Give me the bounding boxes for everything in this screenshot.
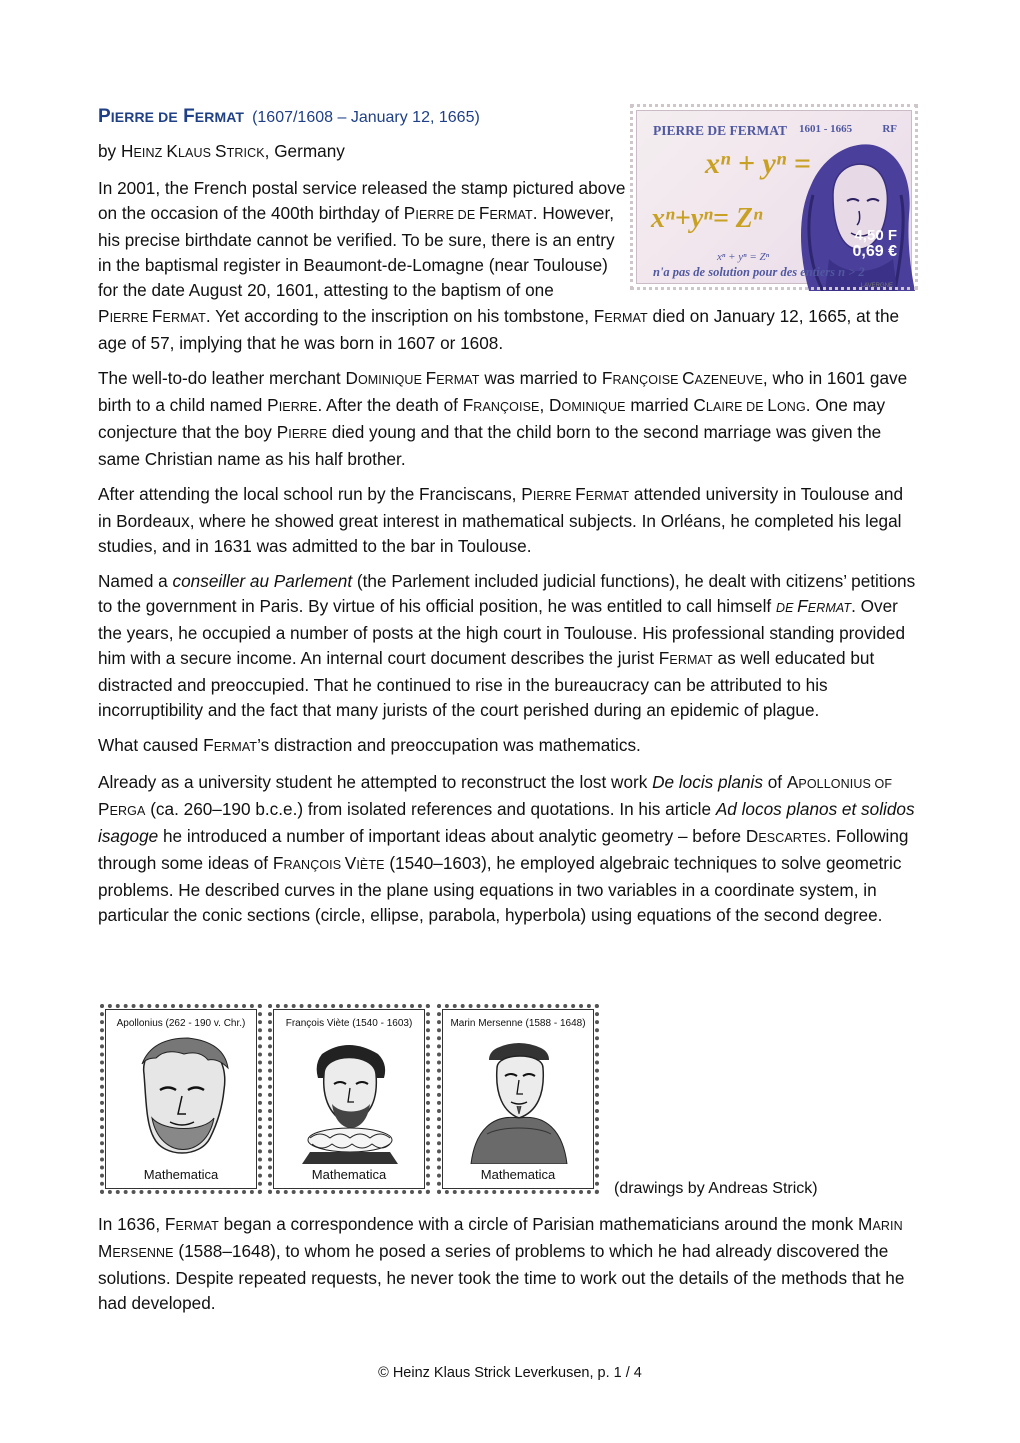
stamp-footer: Mathematica <box>311 1167 387 1182</box>
paragraph-2 <box>98 366 916 472</box>
p1-name3: FERMAT <box>593 306 648 326</box>
stamp-label: Apollonius (262 - 190 v. Chr.) <box>116 1018 246 1029</box>
p7-a: In 1636, <box>98 1214 161 1234</box>
p1-text-a: In 2001, the French postal service released the stamp pictured above on the occasion of the 400th birthday of <box>98 178 626 223</box>
stamp-title: PIERRE DE FERMAT <box>653 123 788 138</box>
paragraph-1-continued <box>98 304 916 356</box>
p6-n1: APOLLONIUS OF PERGA <box>98 772 893 819</box>
p2-b: was married to <box>484 368 598 388</box>
p4-b: (the Parlement included judicial functions), he dealt with citizens’ petitions to the government in Paris. By virtue of his official position, he was entitled to call himself <box>98 571 916 616</box>
p6-f: (1540–1603), he employed algebraic techniques to solve geometric problems. He described curves in the plane using equations in two variables in a coordinate system, in particular the conic sections (circle, ellipse, parabola, hyperbola) using equations of the second degree. <box>98 853 902 925</box>
p2-d: . After the death of <box>317 395 458 415</box>
title-name-first: PIERRE DE <box>98 106 178 127</box>
stamp-perforation <box>630 104 918 290</box>
stamp-years: 1601 - 1665 <box>799 123 853 135</box>
p4-c: . Over the years, he occupied a number of posts at the high court in Toulouse. His professional standing provided him with a secure income. An internal court document describes the jurist <box>98 596 906 668</box>
p2-c: , who in 1601 gave birth to a child named <box>98 368 908 415</box>
p7-c: (1588–1648), to whom he posed a series of problems to which he had already discovered the solutions. Despite repeated requests, he never took the time to work out the details of the methods that he had developed. <box>98 1241 905 1313</box>
viete-stamp <box>268 1004 430 1194</box>
author-last: STRICK <box>215 141 265 161</box>
p3-a: After attending the local school run by the Franciscans, <box>98 484 517 504</box>
stamp-artist: LAVERGNE <box>860 283 893 289</box>
p2-n1: DOMINIQUE FERMAT <box>345 368 480 388</box>
author-mid: KLAUS <box>166 141 212 161</box>
drawings-credit: (drawings by Andreas Strick) <box>614 1180 818 1197</box>
apollonius-stamp <box>100 1004 262 1194</box>
title-name-last: FERMAT <box>183 106 245 127</box>
stamp-price-franc: 4,50 F <box>854 227 897 244</box>
life-dates: (1607/1608 – January 12, 1665) <box>252 109 480 126</box>
p3-b: attended university in Toulouse and in Bordeaux, where he showed great interest in mathematical subjects. In Orléans, he completed his legal studies, and in 1631 was admitted to the bar in Toulouse. <box>98 484 904 556</box>
p4-a: Named a <box>98 571 168 591</box>
stamp-small-equation: xⁿ + yⁿ = Zⁿ <box>717 251 770 263</box>
paragraph-7 <box>98 1212 916 1316</box>
p2-h: died young and that the child born to the second marriage was given the same Christian name as his half brother. <box>98 422 882 469</box>
p4-d: as well educated but distracted and preoccupied. That he continued to rise in the bureaucracy can be attributed to his incorruptibility and the fact that many jurists of the court perished during an epidemic of plague. <box>98 648 875 720</box>
p6-n2: DESCARTES <box>745 826 827 846</box>
stamp-price-euro: 0,69 € <box>852 243 897 260</box>
p6-italic-2: Ad locos planos et solidos isagoge <box>98 799 915 846</box>
paragraph-1 <box>98 176 626 303</box>
mersenne-stamp <box>437 1004 599 1194</box>
p6-d: he introduced a number of important ideas about analytic geometry – before <box>163 826 742 846</box>
p2-n4: FRANÇOISE <box>462 395 540 415</box>
p4-n2: FERMAT <box>658 648 713 668</box>
p2-e: , <box>539 395 545 415</box>
p7-n1: FERMAT <box>164 1214 219 1234</box>
byline-by: by <box>98 141 117 161</box>
p1-name: PIERRE DE FERMAT <box>403 203 533 223</box>
p1-text-d: died on January 12, 1665, at the age of 57, implying that he was born in 1607 or 1608. <box>98 306 900 353</box>
p2-n2: FRANÇOISE CAZENEUVE <box>601 368 763 388</box>
p6-e: . Following through some ideas of <box>98 826 909 873</box>
p2-g: . One may conjecture that the boy <box>98 395 886 442</box>
p2-f: married <box>630 395 689 415</box>
p4-n1: DE FERMAT <box>775 596 852 616</box>
apollonius-portrait-icon <box>120 1034 242 1164</box>
p2-n3: PIERRE <box>267 395 318 415</box>
p1-text-b: . However, his precise birthdate cannot be verified. To be sure, there is an entry in the baptismal register in Beaumont-de-Lomagne (near Toulouse) for the date August 20, 1601, attesting to the baptism of one <box>98 203 615 300</box>
p6-c: (ca. 260–190 b.c.e.) from isolated references and quotations. In his article <box>150 799 712 819</box>
p4-italic: conseiller au Parlement <box>172 571 353 591</box>
p5-a: What caused <box>98 735 199 755</box>
p5-b: ’s distraction and preoccupation was mathematics. <box>257 735 641 755</box>
p2-a: The well-to-do leather merchant <box>98 368 341 388</box>
p6-italic-1: De locis planis <box>652 772 763 792</box>
author-country: , Germany <box>264 141 345 161</box>
p7-n2: MARIN MERSENNE <box>98 1214 903 1261</box>
stamp-rf: RF <box>882 123 897 135</box>
p5-n1: FERMAT <box>203 735 258 755</box>
author-first: HEINZ <box>120 141 163 161</box>
stamp-equation-top: xⁿ + yⁿ = <box>705 147 811 180</box>
p6-b: of <box>767 772 783 792</box>
p3-n1: PIERRE FERMAT <box>521 484 630 504</box>
p7-b: began a correspondence with a circle of Parisian mathematicians around the monk <box>223 1214 854 1234</box>
paragraph-4 <box>98 569 916 723</box>
fermat-stamp-image <box>630 104 918 290</box>
paragraph-6 <box>98 770 916 928</box>
p1-text-c: . Yet according to the inscription on his tombstone, <box>205 306 589 326</box>
paragraph-5 <box>98 733 916 760</box>
stamp-footer: Mathematica <box>143 1167 219 1182</box>
stamp-label: François Viète (1540 - 1603) <box>285 1018 413 1029</box>
document-body-after-images <box>98 1212 916 1326</box>
stamp-equation-bottom: xⁿ+yⁿ= Zⁿ <box>651 203 763 234</box>
p2-n7: PIERRE <box>276 422 327 442</box>
p6-a: Already as a university student he attempted to reconstruct the lost work <box>98 772 648 792</box>
page-title <box>98 106 244 127</box>
page-footer: © Heinz Klaus Strick Leverkusen, p. 1 / 4 <box>378 1365 642 1381</box>
stamp-footer: Mathematica <box>480 1167 556 1182</box>
paragraph-3 <box>98 482 916 559</box>
p1-name2: PIERRE FERMAT <box>98 306 206 326</box>
stamp-label: Marin Mersenne (1588 - 1648) <box>450 1018 586 1029</box>
p2-n6: CLAIRE DE LONG <box>693 395 806 415</box>
mersenne-portrait-icon <box>457 1034 579 1164</box>
p2-n5: DOMINIQUE <box>549 395 626 415</box>
viete-portrait-icon <box>288 1034 410 1164</box>
document-body-continued <box>98 304 916 938</box>
stamp-caption: n'a pas de solution pour des entiers n > 2 <box>653 265 865 279</box>
p6-n3: FRANÇOIS VIÈTE <box>272 853 385 873</box>
